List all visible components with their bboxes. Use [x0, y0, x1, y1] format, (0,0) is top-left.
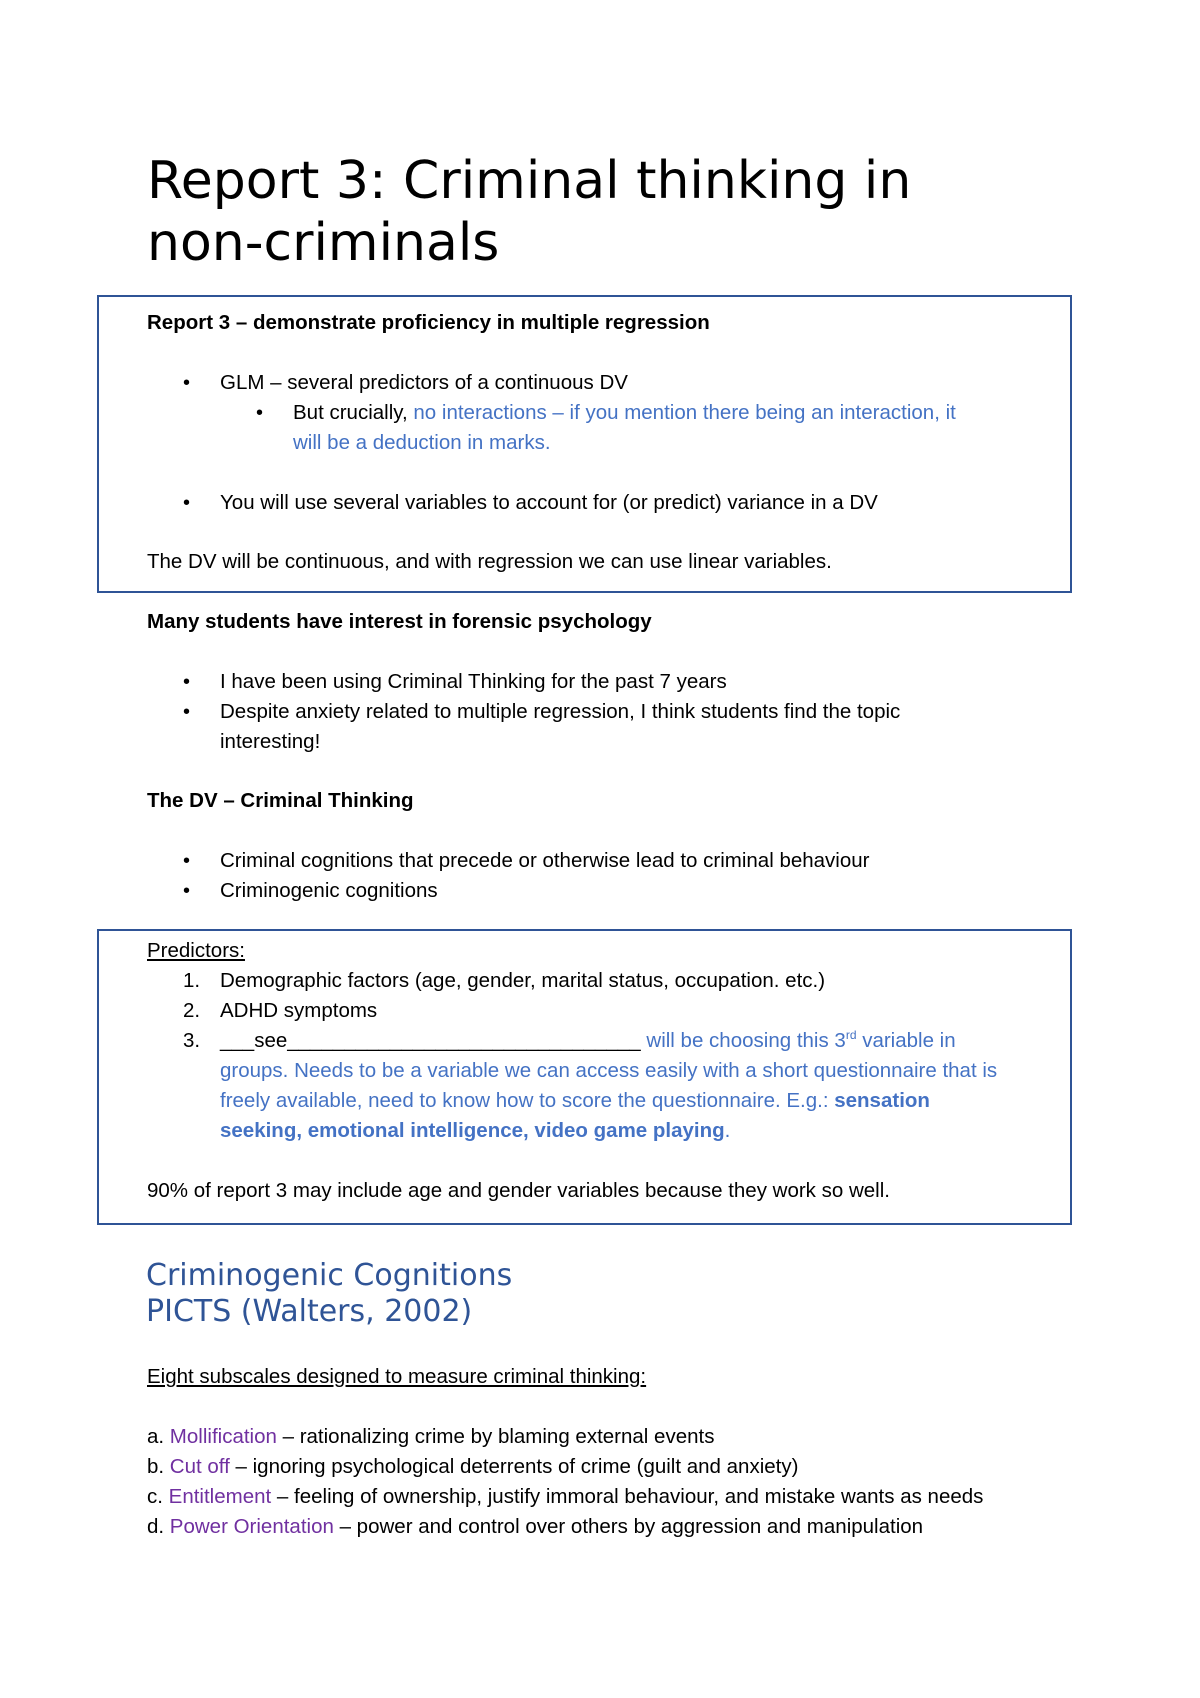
box2-heading: Predictors:: [147, 939, 245, 962]
predictor-item-3-line-3: freely available, need to know how to score the questionnaire. E.g.: sensation: [220, 1089, 930, 1112]
section1-bullet-1: I have been using Criminal Thinking for the past 7 years: [220, 670, 727, 693]
predictor-item-3-line-2: groups. Needs to be a variable we can access easily with a short questionnaire that is: [220, 1059, 998, 1082]
title-line-1: Report 3: Criminal thinking in: [147, 151, 912, 211]
list-number: 1.: [183, 969, 201, 992]
predictor-item-2: ADHD symptoms: [220, 999, 378, 1022]
bullet-icon: •: [183, 701, 191, 723]
page-title: [147, 150, 1087, 274]
bullet-icon: •: [183, 492, 191, 514]
box1-bullet-1: GLM – several predictors of a continuous DV: [220, 371, 628, 394]
section1-bullet-2: Despite anxiety related to multiple regression, I think students find the topic: [220, 700, 901, 723]
predictor-item-3-line-4: seeking, emotional intelligence, video game playing.: [220, 1119, 731, 1142]
section2-bullet-1: Criminal cognitions that precede or otherwise lead to criminal behaviour: [220, 849, 870, 872]
section3-subheading: Eight subscales designed to measure criminal thinking:: [147, 1365, 647, 1388]
section2-heading: The DV – Criminal Thinking: [147, 789, 414, 812]
box1-sub-bullet: But crucially, no interactions – if you mention there being an interaction, it: [293, 401, 956, 424]
subscale-item: a. Mollification – rationalizing crime by blaming external events: [147, 1425, 715, 1448]
box1-sub-bullet-line-2: will be a deduction in marks.: [293, 431, 551, 454]
subscale-item: c. Entitlement – feeling of ownership, justify immoral behaviour, and mistake wants as needs: [147, 1485, 984, 1508]
predictor-item-1: Demographic factors (age, gender, marital status, occupation. etc.): [220, 969, 826, 992]
bullet-icon: •: [183, 372, 191, 394]
subscale-item: d. Power Orientation – power and control over others by aggression and manipulation: [147, 1515, 924, 1538]
section2-bullet-2: Criminogenic cognitions: [220, 879, 438, 902]
box1-bullet-2: You will use several variables to account for (or predict) variance in a DV: [220, 491, 878, 514]
section1-bullet-2-line-2: interesting!: [220, 730, 321, 753]
box2-note: 90% of report 3 may include age and gender variables because they work so well.: [147, 1179, 890, 1202]
section3-heading-line-2: PICTS (Walters, 2002): [146, 1294, 473, 1329]
bullet-icon: •: [183, 880, 191, 902]
section3-heading-line-1: Criminogenic Cognitions: [146, 1258, 513, 1293]
box1-heading: Report 3 – demonstrate proficiency in multiple regression: [147, 311, 710, 334]
section1-heading: Many students have interest in forensic psychology: [147, 610, 652, 633]
list-number: 2.: [183, 999, 201, 1022]
list-number: 3.: [183, 1029, 201, 1052]
bullet-icon: •: [183, 850, 191, 872]
box1-note: The DV will be continuous, and with regression we can use linear variables.: [147, 550, 832, 573]
subscale-item: b. Cut off – ignoring psychological deterrents of crime (guilt and anxiety): [147, 1455, 799, 1478]
title-line-2: non-criminals: [147, 213, 500, 273]
bullet-icon: •: [256, 402, 264, 424]
predictor-item-3: ___see_______________________________ will be choosing this 3rd variable in: [220, 1028, 956, 1052]
bullet-icon: •: [183, 671, 191, 693]
